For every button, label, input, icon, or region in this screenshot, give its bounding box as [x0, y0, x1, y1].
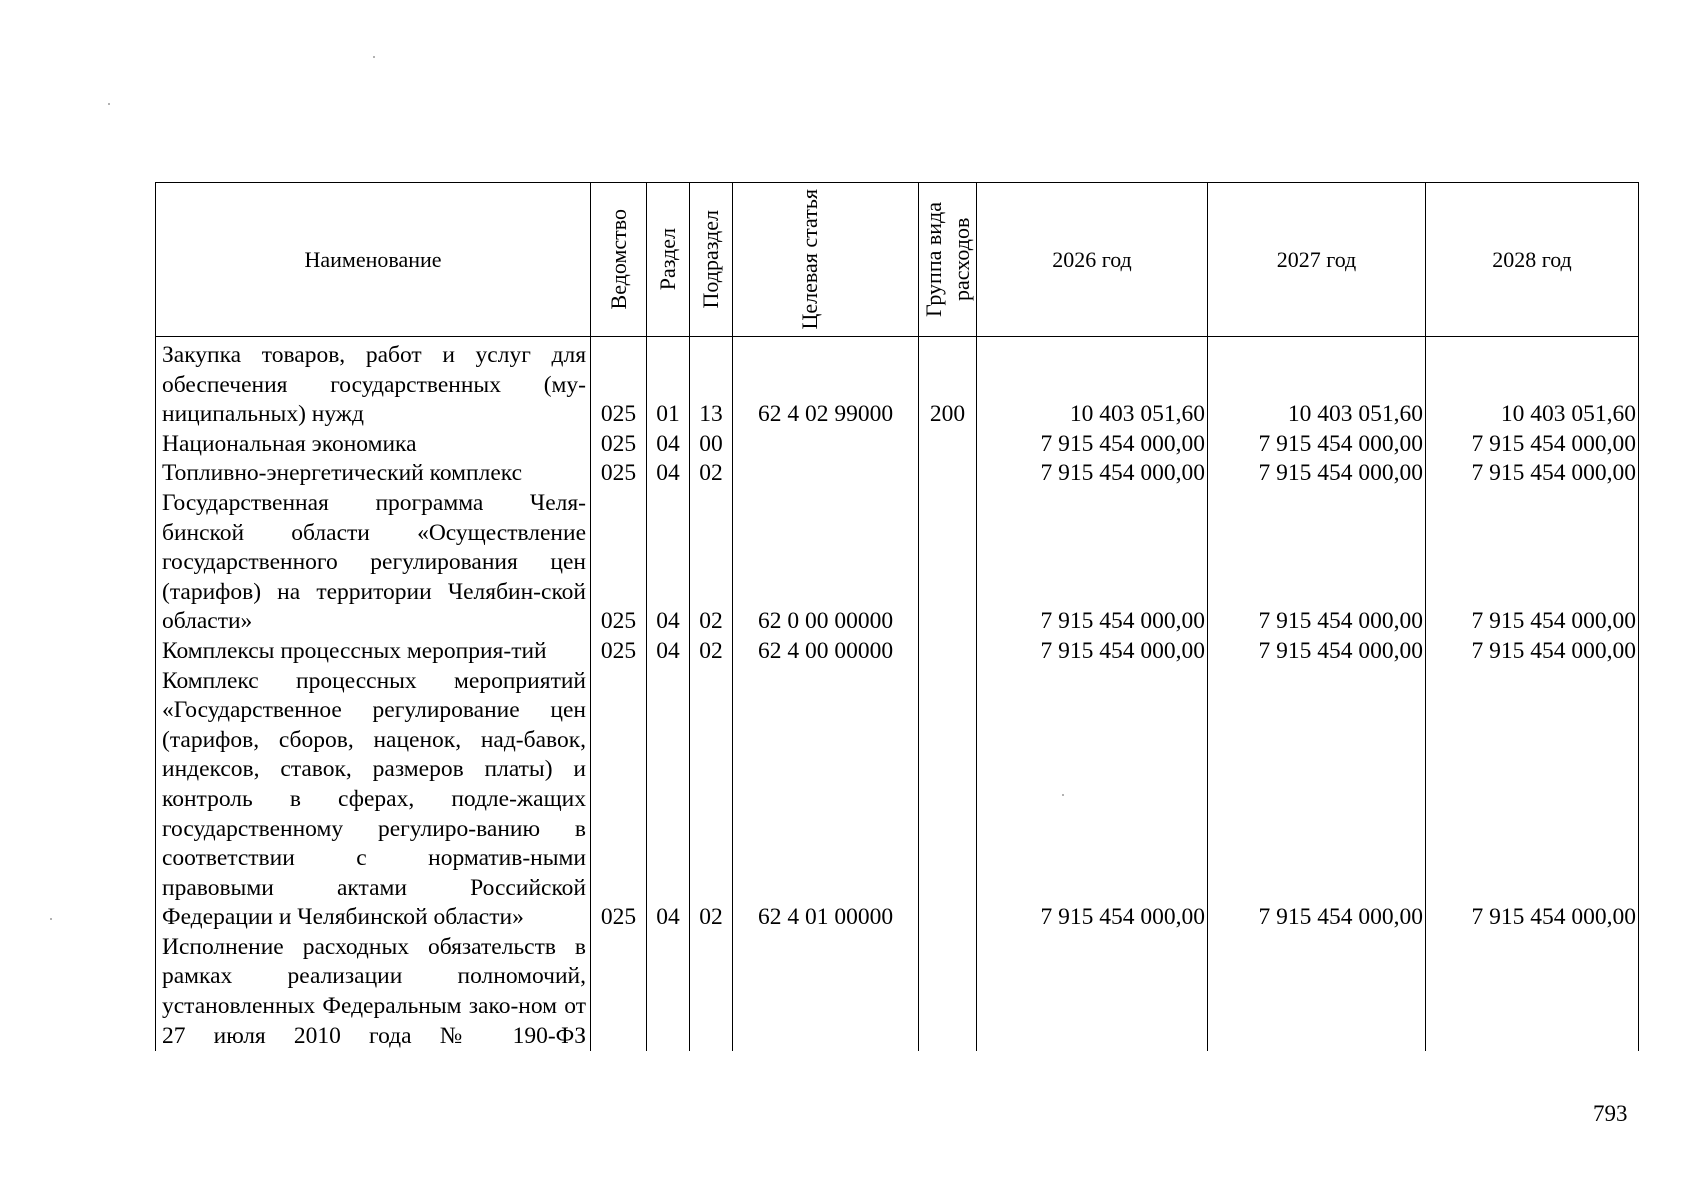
row-2026: 7 915 454 000,00 [977, 489, 1208, 637]
table-row [156, 430, 1639, 460]
row-tselevaya [733, 430, 919, 460]
row-vedomstvo: 025 [591, 337, 647, 430]
row-2028: 10 403 051,60 [1426, 337, 1639, 430]
row-2026 [977, 933, 1208, 1051]
header-gruppa: Группа вида расходов [919, 183, 977, 337]
row-razdel: 01 [647, 337, 690, 430]
header-vedomstvo: Ведомство [591, 183, 647, 337]
row-name: Исполнение расходных обязательств в рамках реализации полномочий, установленных Федеральным зако-ном от 27 июля 2010 года № 190-ФЗ [156, 933, 591, 1051]
row-2026: 7 915 454 000,00 [977, 667, 1208, 933]
row-2027: 7 915 454 000,00 [1208, 430, 1426, 460]
row-razdel [647, 933, 690, 1051]
row-vid [919, 430, 977, 460]
row-razdel: 04 [647, 489, 690, 637]
header-row [156, 183, 1639, 337]
row-vid [919, 459, 977, 489]
page-number: 793 [1593, 1101, 1628, 1126]
row-vedomstvo: 025 [591, 637, 647, 667]
header-tselevaya: Целевая статья [733, 183, 919, 337]
row-podrazdel: 00 [690, 430, 733, 460]
row-2027: 7 915 454 000,00 [1208, 489, 1426, 637]
scan-speck [50, 918, 52, 920]
row-razdel: 04 [647, 667, 690, 933]
header-2026: 2026 год [977, 183, 1208, 337]
row-2028: 7 915 454 000,00 [1426, 637, 1639, 667]
row-2028: 7 915 454 000,00 [1426, 430, 1639, 460]
row-2026: 7 915 454 000,00 [977, 459, 1208, 489]
header-razdel: Раздел [647, 183, 690, 337]
row-name: Национальная экономика [156, 430, 591, 460]
row-2026: 10 403 051,60 [977, 337, 1208, 430]
scan-speck [108, 103, 110, 105]
row-tselevaya: 62 0 00 00000 [733, 489, 919, 637]
header-name: Наименование [156, 183, 591, 337]
row-tselevaya [733, 933, 919, 1051]
row-name: Государственная программа Челя-бинской области «Осуществление государственного регулирования цен (тарифов) на территории Челябин-ской области» [156, 489, 591, 637]
table-row [156, 667, 1639, 933]
row-tselevaya: 62 4 01 00000 [733, 667, 919, 933]
row-name: Комплекс процессных мероприятий «Государственное регулирование цен (тарифов, сборов, наценок, над-бавок, индексов, ставок, размеров платы) и контроль в сферах, подле-жащих государственному регулиро-ванию в соответствии с норматив-ными правовыми актами Российской Федерации и Челябинской области» [156, 667, 591, 933]
header-2028: 2028 год [1426, 183, 1639, 337]
row-razdel: 04 [647, 430, 690, 460]
table-row [156, 337, 1639, 430]
row-podrazdel: 02 [690, 489, 733, 637]
row-vid [919, 667, 977, 933]
row-2026: 7 915 454 000,00 [977, 430, 1208, 460]
row-tselevaya: 62 4 02 99000 [733, 337, 919, 430]
row-vedomstvo: 025 [591, 489, 647, 637]
header-podrazdel: Подраздел [690, 183, 733, 337]
row-name: Топливно-энергетический комплекс [156, 459, 591, 489]
row-vid [919, 933, 977, 1051]
row-vid [919, 489, 977, 637]
row-2027: 10 403 051,60 [1208, 337, 1426, 430]
row-2027: 7 915 454 000,00 [1208, 667, 1426, 933]
row-2028: 7 915 454 000,00 [1426, 459, 1639, 489]
row-name: Закупка товаров, работ и услуг для обеспечения государственных (му-ниципальных) нужд [156, 337, 591, 430]
row-2027 [1208, 933, 1426, 1051]
row-2028 [1426, 933, 1639, 1051]
row-tselevaya [733, 459, 919, 489]
budget-table [155, 182, 1639, 1051]
table-row [156, 933, 1639, 1051]
row-podrazdel: 02 [690, 667, 733, 933]
scan-speck [373, 56, 375, 58]
row-razdel: 04 [647, 637, 690, 667]
row-vedomstvo: 025 [591, 667, 647, 933]
row-tselevaya: 62 4 00 00000 [733, 637, 919, 667]
row-vedomstvo: 025 [591, 459, 647, 489]
row-vedomstvo: 025 [591, 430, 647, 460]
row-2028: 7 915 454 000,00 [1426, 489, 1639, 637]
row-vid: 200 [919, 337, 977, 430]
table-row [156, 489, 1639, 637]
row-podrazdel: 02 [690, 459, 733, 489]
table-row [156, 637, 1639, 667]
row-2027: 7 915 454 000,00 [1208, 459, 1426, 489]
row-vedomstvo [591, 933, 647, 1051]
header-2027: 2027 год [1208, 183, 1426, 337]
row-2027: 7 915 454 000,00 [1208, 637, 1426, 667]
row-podrazdel: 02 [690, 637, 733, 667]
row-vid [919, 637, 977, 667]
row-podrazdel: 13 [690, 337, 733, 430]
row-podrazdel [690, 933, 733, 1051]
row-name: Комплексы процессных мероприя-тий [156, 637, 591, 667]
row-2026: 7 915 454 000,00 [977, 637, 1208, 667]
table-row [156, 459, 1639, 489]
row-razdel: 04 [647, 459, 690, 489]
row-2028: 7 915 454 000,00 [1426, 667, 1639, 933]
